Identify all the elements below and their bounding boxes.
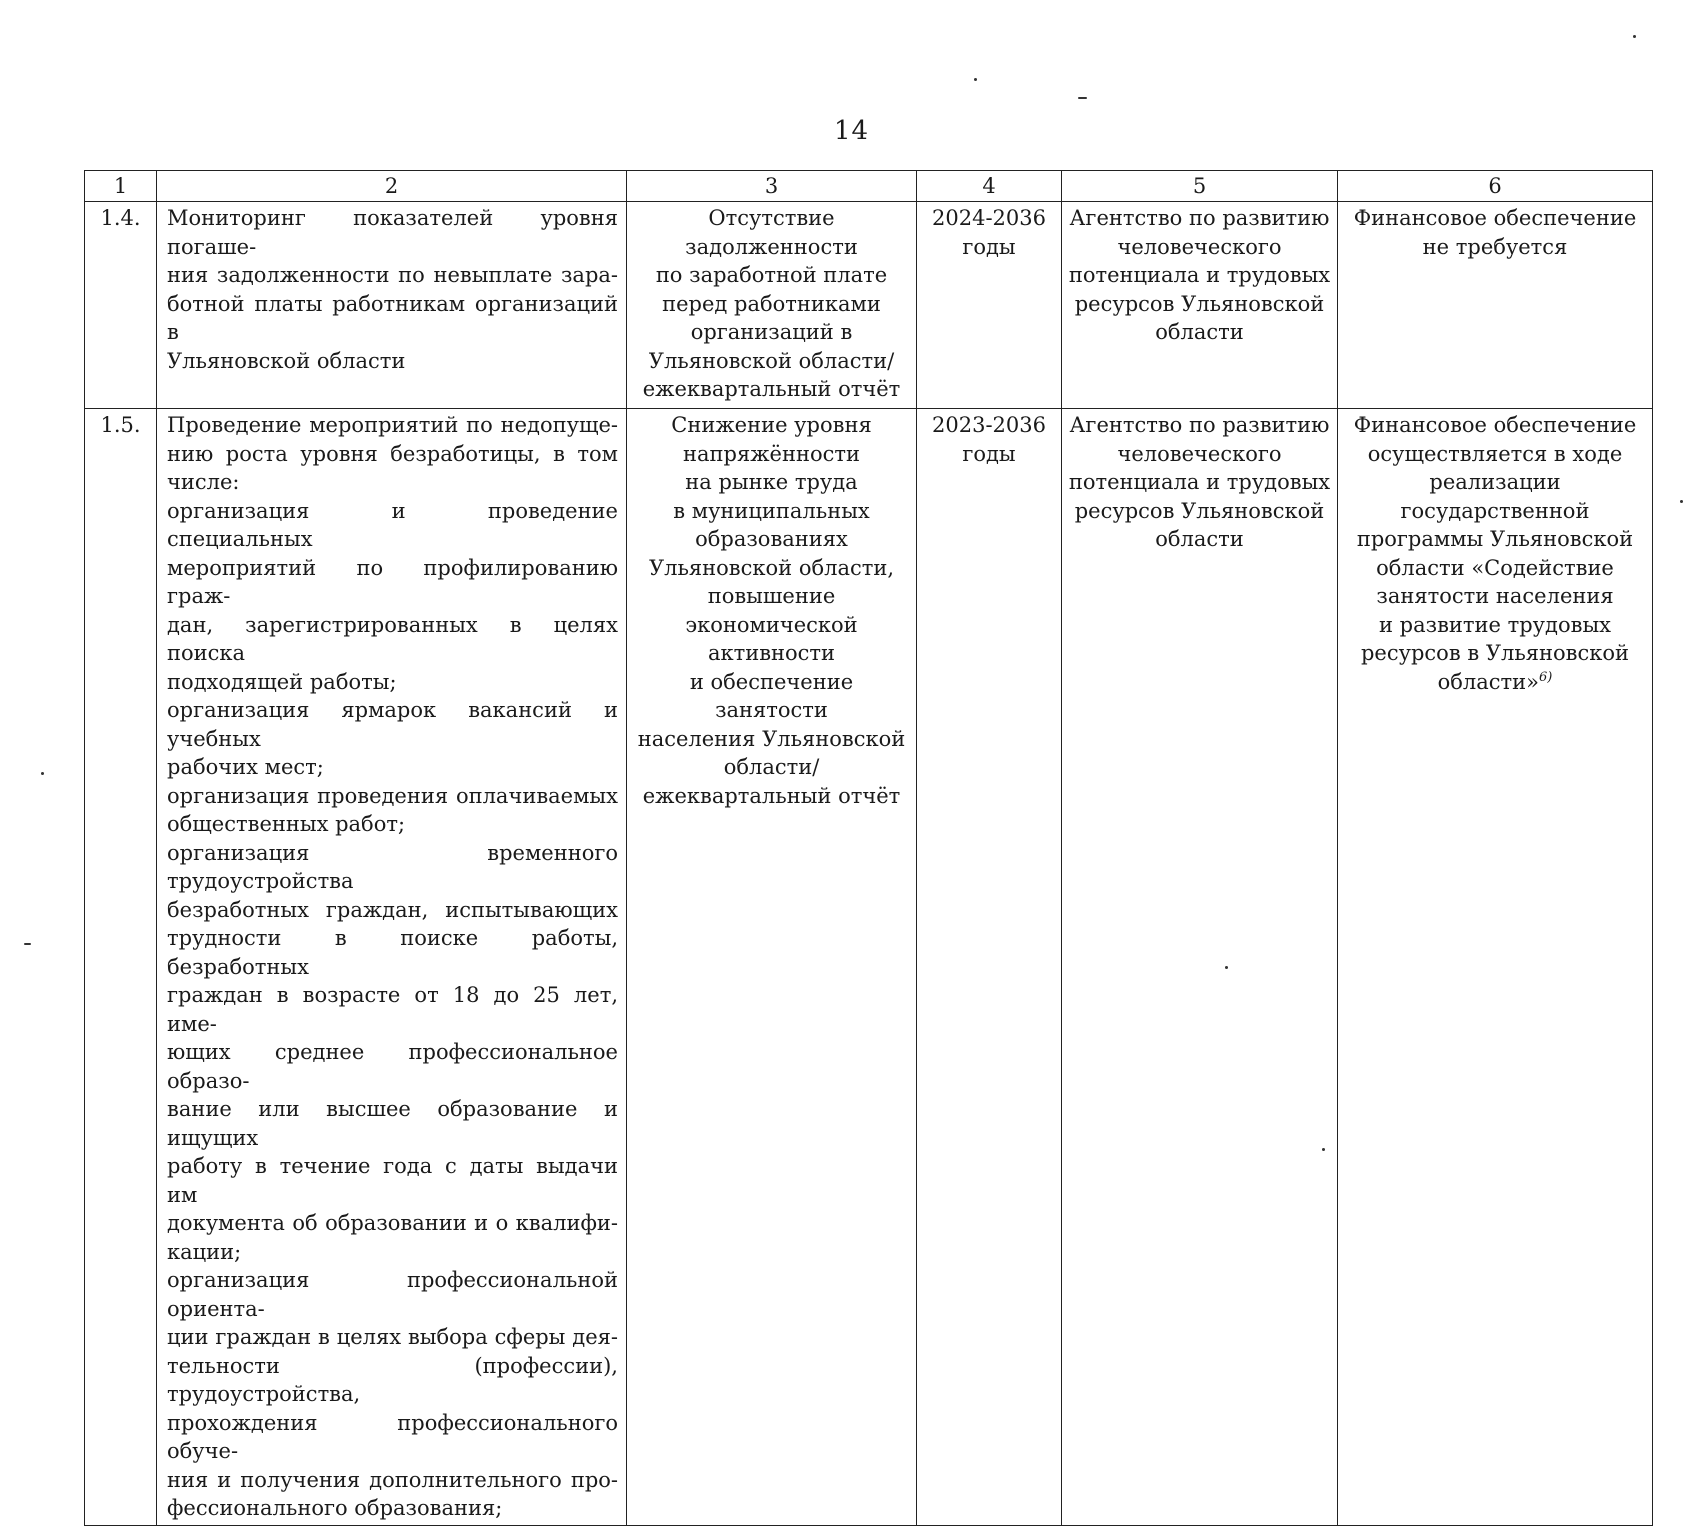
result-line: Ульяновской области, [648,555,895,580]
expected-result [627,202,917,409]
column-header-1: 1 [85,171,157,202]
executor-line: Агентство по развитию [1069,413,1330,437]
finance-line-text: области» [1437,669,1540,694]
finance-line [1344,440,1646,469]
financing [1338,409,1653,1526]
description-line: организация проведения оплачиваемых [167,783,618,808]
period-line: 2024-2036 [932,206,1046,230]
description-line: ния и получения дополнительного про- [167,1467,618,1492]
result-line: организаций в [690,320,853,344]
scan-speck [974,78,977,81]
result-line: на рынке труда [685,470,858,494]
executor-line: потенциала и трудовых [1068,470,1331,494]
description-line: ющих среднее профессиональное образо- [167,1040,618,1093]
finance-line-text: осуществляется в ходе [1367,441,1623,466]
description-line: общественных работ; [167,812,406,836]
implementation-period [917,409,1062,1526]
description-line: дан, зарегистрированных в целях поиска [167,612,618,665]
period-line: годы [962,234,1016,259]
responsible-executor [1062,409,1338,1526]
description-line: фессионального образования; [167,1496,503,1520]
description-line: ботной платы работникам организаций в [167,291,618,344]
finance-line-text: Финансовое обеспечение [1353,413,1637,437]
description-line: Мониторинг показателей уровня погаше- [167,206,618,259]
result-line: ежеквартальный отчёт [642,783,901,808]
scan-speck [1078,97,1087,99]
finance-line-text: области «Содействие [1376,555,1614,580]
scan-speck [1633,35,1636,38]
description-line: прохождения профессионального обуче- [167,1410,618,1463]
finance-line-text: занятости населения [1376,584,1614,608]
executor-line: ресурсов Ульяновской [1074,498,1325,523]
measure-description [157,409,627,1526]
implementation-period [917,202,1062,409]
description-line: документа об образовании и о квалифи- [167,1211,618,1235]
description-line: Ульяновской области [167,348,406,373]
measure-description [157,202,627,409]
executor-line: области [1155,527,1244,551]
executor-line: области [1155,320,1244,344]
description-line: кации; [167,1239,242,1264]
finance-line [1344,611,1646,640]
finance-line [1344,554,1646,583]
result-line: образованиях [695,527,848,551]
financing [1338,202,1653,409]
row-number: 1.4. [85,202,157,409]
description-line: Проведение мероприятий по недопуще- [167,413,618,437]
description-line: числе: [167,470,240,494]
result-line: и обеспечение занятости [689,669,854,722]
scan-speck [1680,500,1683,503]
result-line: экономической [685,612,858,637]
column-header-4: 4 [917,171,1062,202]
scan-speck [24,943,31,945]
expected-result [627,409,917,1526]
table-row [85,202,1653,409]
description-line: ния задолженности по невыплате зара- [167,263,618,287]
executor-line: Агентство по развитию [1069,206,1330,230]
result-line: напряжённости [683,441,860,466]
finance-line: не требуется [1422,234,1568,259]
result-line: населения Ульяновской [637,726,906,751]
result-line: в муниципальных [673,498,870,523]
finance-line [1344,497,1646,526]
description-line: трудности в поиске работы, безработных [167,926,618,979]
description-line: организация ярмарок вакансий и учебных [167,698,618,751]
result-line: области/ [723,755,820,779]
period-line: 2023-2036 [932,413,1046,437]
description-line: безработных граждан, испытывающих [167,897,618,922]
finance-line: Финансовое обеспечение [1353,206,1637,230]
description-line: рабочих мест; [167,755,324,779]
result-line: Отсутствие [708,206,835,230]
finance-line-text: и развитие трудовых [1379,612,1611,637]
result-line: задолженности [685,234,858,259]
finance-line [1344,411,1646,440]
finance-line [1344,525,1646,554]
executor-line: потенциала и трудовых [1068,263,1331,287]
description-line: организация временного трудоустройства [167,840,618,893]
description-line: организация и проведение специальных [167,498,618,551]
row-number: 1.5. [85,409,157,1526]
column-header-3: 3 [627,171,917,202]
table-header-row [85,171,1653,202]
column-header-5: 5 [1062,171,1338,202]
result-line: Ульяновской области/ [648,348,895,373]
finance-line-text: реализации [1429,470,1561,494]
measures-table [84,170,1653,1526]
finance-line-text: программы Ульяновской [1356,527,1634,551]
finance-line-text: государственной [1400,498,1590,523]
executor-line: человеческого [1117,234,1282,259]
finance-line-text: ресурсов в Ульяновской [1360,641,1630,665]
executor-line: человеческого [1117,441,1282,466]
result-line: перед работниками [662,291,881,316]
description-line: вание или высшее образование и ищущих [167,1097,618,1150]
column-header-2: 2 [157,171,627,202]
responsible-executor [1062,202,1338,409]
result-line: ежеквартальный отчёт [642,377,901,401]
description-line: нию роста уровня безработицы, в том [167,441,618,466]
description-line: подходящей работы; [167,669,397,694]
description-line: граждан в возрасте от 18 до 25 лет, име- [167,983,618,1036]
description-line: тельности (профессии), трудоустройства, [167,1353,618,1406]
finance-line [1344,582,1646,611]
result-line: Снижение уровня [671,413,872,437]
executor-line: ресурсов Ульяновской [1074,291,1325,316]
finance-line [1344,639,1646,668]
footnote-marker: 6) [1539,669,1553,685]
description-line: организация профессиональной ориента- [167,1268,618,1321]
description-line: ции граждан в целях выбора сферы дея- [167,1325,618,1349]
description-line: мероприятий по профилированию граж- [167,555,618,608]
scan-speck [41,772,44,775]
result-line: по заработной плате [655,263,888,287]
result-line: повышение [707,584,836,608]
description-line: работу в течение года с даты выдачи им [167,1154,618,1207]
table-row [85,409,1653,1526]
period-line: годы [962,441,1016,466]
result-line: активности [707,641,836,665]
column-header-6: 6 [1338,171,1653,202]
finance-line [1344,468,1646,497]
page-number: 14 [833,116,870,146]
finance-line [1344,668,1646,697]
